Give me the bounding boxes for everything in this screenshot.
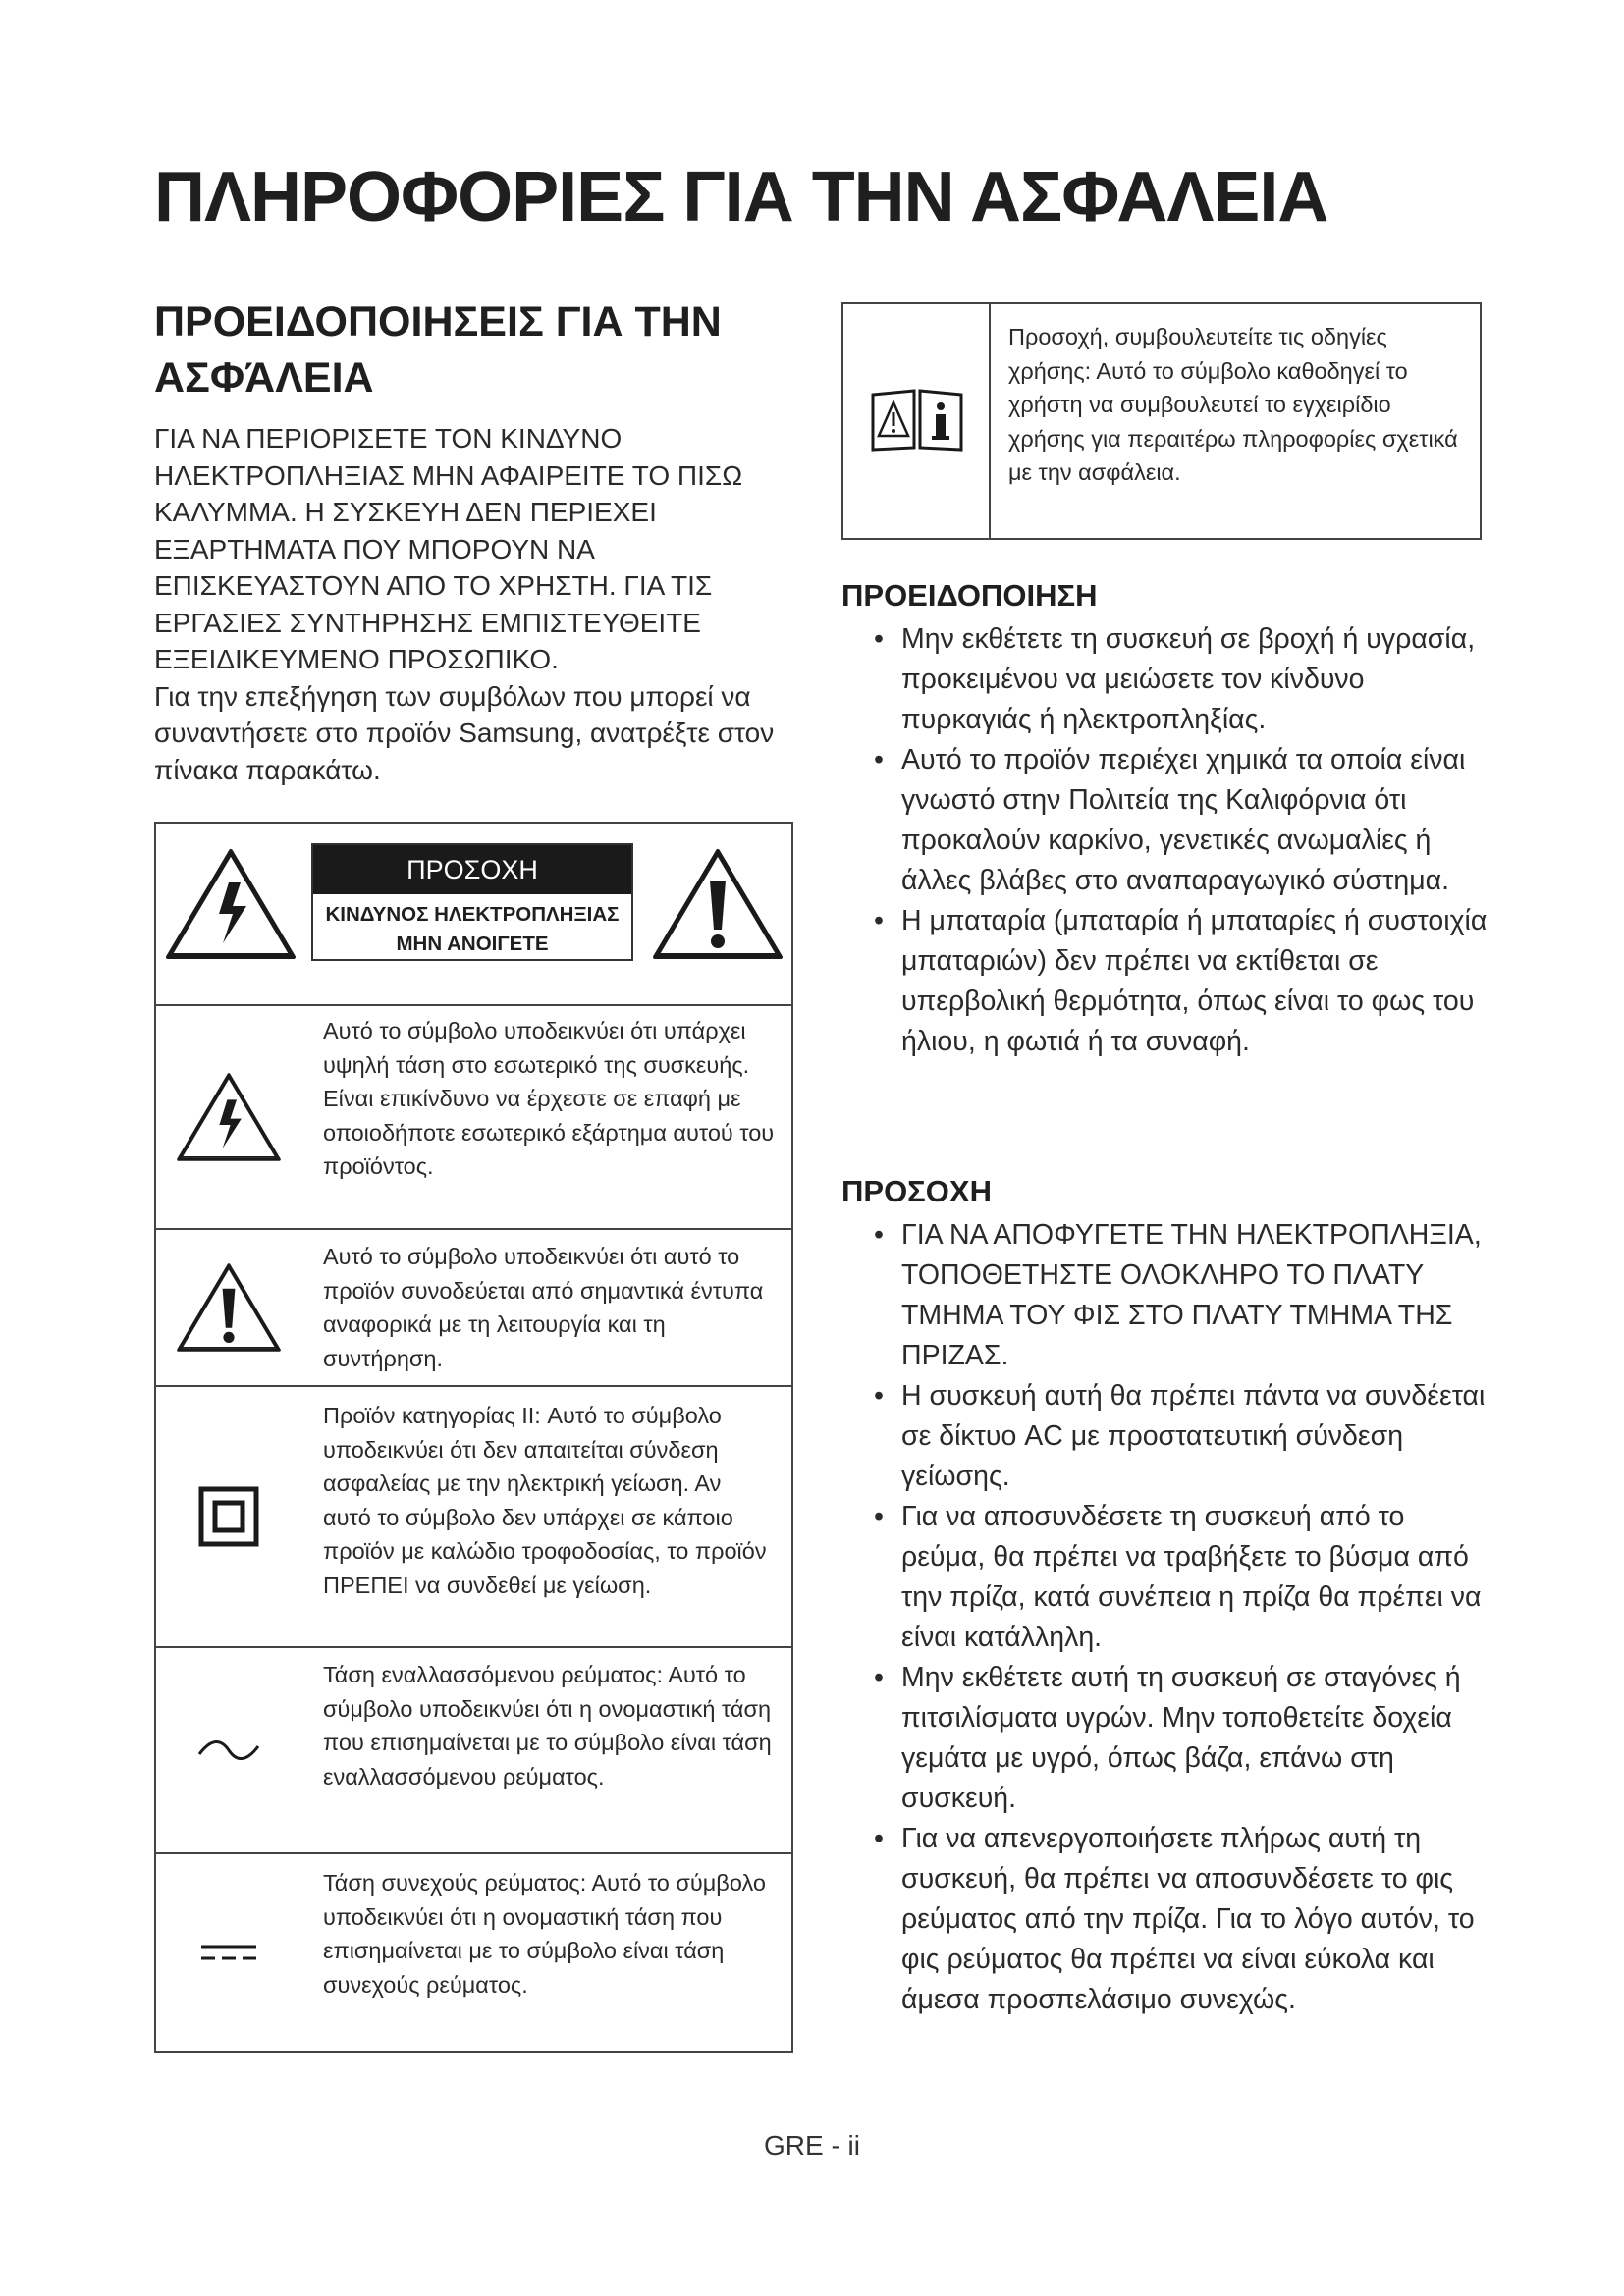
exclamation-triangle-icon: [649, 845, 786, 963]
symbols-table: [154, 822, 793, 2053]
manual-note-text: Προσοχή, συμβουλευτείτε τις οδηγίες χρήσης: Αυτό το σύμβολο καθοδηγεί το χρήστη να συμβουλευτεί το εγχειρίδιο χρήσης για περαιτέρω πληροφορίες σχετικά με την ασφάλεια.: [1008, 324, 1458, 485]
intro-text: [154, 420, 802, 788]
symbol-row: [156, 1387, 791, 1648]
symbol-row: [156, 1854, 791, 2051]
symbol-description: Προϊόν κατηγορίας II: Αυτό το σύμβολο υποδεικνύει ότι δεν απαιτείται σύνδεση ασφαλείας με την ηλεκτρική γείωση. Αν αυτό το σύμβολο δεν υπάρχει σε κάποιο προϊόν με καλώδιο τροφοδοσίας, το προϊόν ΠΡΕΠΕΙ να συνδεθεί με γείωση.: [323, 1403, 767, 1598]
symbol-row: [156, 1648, 791, 1854]
list-item: • ΓΙΑ ΝΑ ΑΠΟΦΥΓΕΤΕ ΤΗΝ ΗΛΕΚΤΡΟΠΛΗΞΙΑ, ΤΟΠΟΘΕΤΗΣΤΕ ΟΛΟΚΛΗΡΟ ΤΟ ΠΛΑΤΥ ΤΜΗΜΑ ΤΟΥ ΦΙΣ ΣΤΟ ΠΛΑΤΥ ΤΜΗΜΑ ΤΗΣ ΠΡΙΖΑΣ.: [872, 1215, 1490, 1376]
caution-label-heading: ΠΡΟΣΟΧΗ: [313, 845, 631, 894]
intro-warning-caps: ΓΙΑ ΝΑ ΠΕΡΙΟΡΙΣΕΤΕ ΤΟΝ ΚΙΝΔΥΝΟ ΗΛΕΚΤΡΟΠΛΗΞΙΑΣ ΜΗΝ ΑΦΑΙΡΕΙΤΕ ΤΟ ΠΙΣΩ ΚΑΛΥΜΜΑ. Η ΣΥΣΚΕΥΗ ΔΕΝ ΠΕΡΙΕΧΕΙ ΕΞΑΡΤΗΜΑΤΑ ΠΟΥ ΜΠΟΡΟΥΝ ΝΑ ΕΠΙΣΚΕΥΑΣΤΟΥΝ ΑΠΟ ΤΟ ΧΡΗΣΤΗ. ΓΙΑ ΤΙΣ ΕΡΓΑΣΙΕΣ ΣΥΝΤΗΡΗΣΗΣ ΕΜΠΙΣΤΕΥΘΕΙΤΕ ΕΞΕΙΔΙΚΕΥΜΕΝΟ ΠΡΟΣΩΠΙΚΟ.: [154, 423, 743, 674]
symbol-description: Αυτό το σύμβολο υποδεικνύει ότι υπάρχει υψηλή τάση στο εσωτερικό της συσκευής. Είναι επικίνδυνο να έρχεστε σε επαφή με οποιοδήποτε εσωτερικό εξάρτημα αυτού του προϊόντος.: [323, 1018, 775, 1179]
warning-list: [872, 619, 1490, 1062]
page-title: ΠΛΗΡΟΦΟΡΙΕΣ ΓΙΑ ΤΗΝ ΑΣΦΑΛΕΙΑ: [154, 158, 1328, 237]
caution-label-row: [156, 824, 791, 1006]
caution-label-line1: ΚΙΝΔΥΝΟΣ ΗΛΕΚΤΡΟΠΛΗΞΙΑΣ: [325, 903, 620, 926]
lightning-triangle-icon: [174, 1070, 284, 1164]
symbol-description: Αυτό το σύμβολο υποδεικνύει ότι αυτό το προϊόν συνοδεύεται από σημαντικά έντυπα αναφορικά με τη λειτουργία και τη συντήρηση.: [323, 1244, 764, 1371]
list-item: • Η μπαταρία (μπαταρία ή μπαταρίες ή συστοιχία μπαταριών) δεν πρέπει να εκτίθεται σε υπερβολική θερμότητα, όπως είναι το φως του ήλιου, η φωτιά ή τα συναφή.: [872, 901, 1490, 1062]
section-title: ΠΡΟΕΙΔΟΠΟΙΗΣΕΙΣ ΓΙΑ ΤΗΝ ΑΣΦΆΛΕΙΑ: [154, 298, 722, 401]
list-item: • Αυτό το προϊόν περιέχει χημικά τα οποία είναι γνωστό στην Πολιτεία της Καλιφόρνια ότι προκαλούν καρκίνο, γενετικές ανωμαλίες ή άλλες βλάβες στο αναπαραγωγικό σύστημα.: [872, 740, 1490, 901]
list-item: • Η συσκευή αυτή θα πρέπει πάντα να συνδέεται σε δίκτυο AC με προστατευτική σύνδεση γείωσης.: [872, 1376, 1490, 1497]
double-square-icon: [198, 1486, 259, 1547]
ac-wave-icon: [197, 1736, 260, 1764]
warning-heading: ΠΡΟΕΙΔΟΠΟΙΗΣΗ: [841, 578, 1098, 613]
list-item: • Για να απενεργοποιήσετε πλήρως αυτή τη συσκευή, θα πρέπει να αποσυνδέσετε το φις ρεύματος από την πρίζα. Για το λόγο αυτόν, το φις ρεύματος θα πρέπει να είναι εύκολα και άμεσα προσπελάσιμο συνεχώς.: [872, 1819, 1490, 2020]
exclamation-triangle-icon: [174, 1260, 284, 1355]
lightning-triangle-icon: [162, 845, 299, 963]
caution-list: [872, 1215, 1490, 2020]
list-item: • Μην εκθέτετε αυτή τη συσκευή σε σταγόνες ή πιτσιλίσματα υγρών. Μην τοποθετείτε δοχεία γεμάτα με υγρό, όπως βάζα, επάνω στη συσκευή.: [872, 1658, 1490, 1819]
symbol-description: Τάση εναλλασσόμενου ρεύματος: Αυτό το σύμβολο υποδεικνύει ότι η ονομαστική τάση που επισημαίνεται με το σύμβολο είναι τάση εναλλασσόμενου ρεύματος.: [323, 1662, 772, 1789]
page-number: GRE - ii: [764, 2130, 860, 2161]
list-item: • Για να αποσυνδέσετε τη συσκευή από το ρεύμα, θα πρέπει να τραβήξετε το βύσμα από την πρίζα, κατά συνέπεια η πρίζα θα πρέπει να είναι κατάλληλη.: [872, 1497, 1490, 1658]
symbol-description: Τάση συνεχούς ρεύματος: Αυτό το σύμβολο υποδεικνύει ότι η ονομαστική τάση που επισημαίνεται με το σύμβολο είναι τάση συνεχούς ρεύματος.: [323, 1870, 766, 1998]
symbol-row: [156, 1006, 791, 1230]
symbol-row: [156, 1230, 791, 1387]
consult-manual-icon: [869, 387, 965, 454]
intro-explanation: Για την επεξήγηση των συμβόλων που μπορεί να συναντήσετε στο προϊόν Samsung, ανατρέξτε στον πίνακα παρακάτω.: [154, 680, 775, 785]
manual-note-box: [841, 302, 1482, 540]
caution-heading: ΠΡΟΣΟΧΗ: [841, 1174, 992, 1208]
list-item: • Μην εκθέτετε τη συσκευή σε βροχή ή υγρασία, προκειμένου να μειώσετε τον κίνδυνο πυρκαγιάς ή ηλεκτροπληξίας.: [872, 619, 1490, 740]
caution-label: [311, 843, 633, 961]
caution-label-line2: ΜΗΝ ΑΝΟΙΓΕΤΕ: [396, 933, 549, 955]
dc-lines-icon: [199, 1939, 258, 1966]
